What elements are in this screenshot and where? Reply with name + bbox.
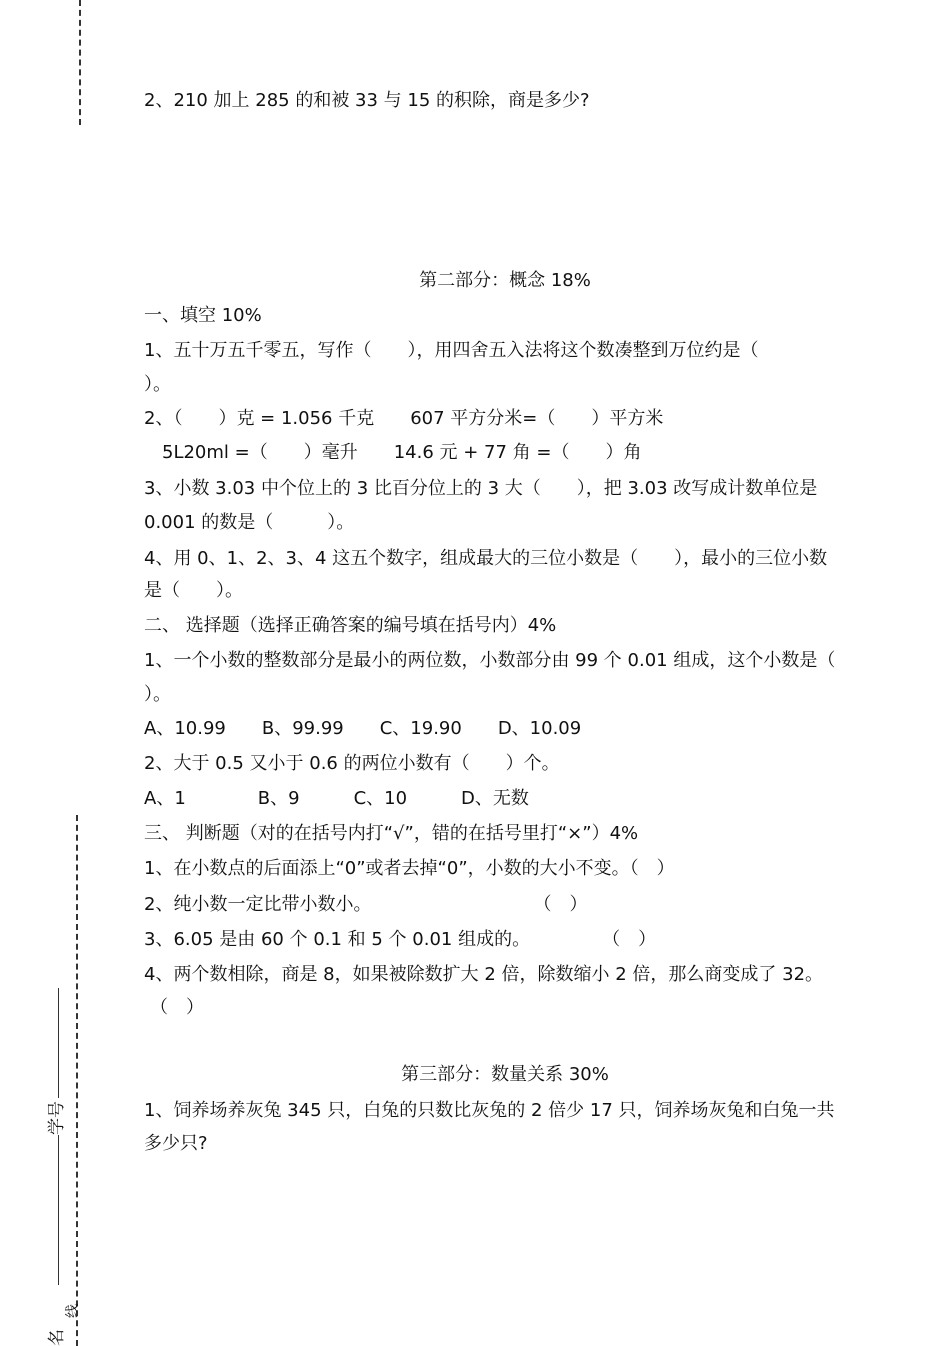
fill-q4-line2: 是（ ）。 — [144, 580, 243, 601]
word-q1-line2: 多少只? — [144, 1133, 208, 1154]
choice-heading: 二、 选择题（选择正确答案的编号填在括号内）4% — [144, 615, 557, 636]
judge-q1: 1、在小数点的后面添上“0”或者去掉“0”，小数的大小不变。（ ） — [144, 858, 675, 879]
section2-title: 第二部分：概念 18% — [419, 270, 591, 291]
q2-text: 2、210 加上 285 的和被 33 与 15 的积除，商是多少? — [144, 90, 590, 111]
fill-heading: 一、填空 10% — [144, 305, 262, 326]
judge-q4-line1: 4、两个数相除，商是 8，如果被除数扩大 2 倍，除数缩小 2 倍，那么商变成了 32。 — [144, 964, 824, 985]
fill-q4-line1: 4、用 0、1、2、3、4 这五个数字，组成最大的三位小数是（ ），最小的三位小数 — [144, 548, 828, 569]
judge-q4-line2: （ ） — [150, 997, 204, 1018]
choice-q1-line2: ）。 — [144, 684, 171, 705]
student-no-label: 学号 — [47, 1101, 67, 1135]
judge-q3: 3、6.05 是由 60 个 0.1 和 5 个 0.01 组成的。 （ ） — [144, 929, 657, 950]
judge-q2: 2、纯小数一定比带小数小。 （ ） — [144, 894, 588, 915]
section3-title: 第三部分：数量关系 30% — [401, 1064, 609, 1085]
choice-q2: 2、大于 0.5 又小于 0.6 的两位小数有（ ）个。 — [144, 753, 560, 774]
choice-q2-options: A、1 B、9 C、10 D、无数 — [144, 788, 529, 809]
judge-heading: 三、 判断题（对的在括号内打“√”，错的在括号里打“×”）4% — [144, 823, 639, 844]
name-blank — [58, 1135, 59, 1285]
choice-q1-line1: 1、一个小数的整数部分是最小的两位数，小数部分由 99 个 0.01 组成，这个小数是（ — [144, 650, 836, 671]
fill-q2-line1: 2、（ ）克 = 1.056 千克 607 平方分米=（ ）平方米 — [144, 408, 664, 429]
fill-q3-line2: 0.001 的数是（ ）。 — [144, 512, 355, 533]
fill-q3-line1: 3、小数 3.03 中个位上的 3 比百分位上的 3 大（ ），把 3.03 改写成计数单位是 — [144, 478, 818, 499]
binding-line-top — [79, 0, 81, 125]
fill-q2-line2: 5L20ml =（ ）毫升 14.6 元 + 77 角 =（ ）角 — [162, 442, 642, 463]
fill-q1-line2: ）。 — [144, 374, 171, 395]
name-label: 名 — [47, 1329, 67, 1346]
word-q1-line1: 1、饲养场养灰兔 345 只，白兔的只数比灰兔的 2 倍少 17 只，饲养场灰兔和白兔一共 — [144, 1100, 835, 1121]
fill-q1-line1: 1、五十万五千零五，写作（ ），用四舍五入法将这个数凑整到万位约是（ — [144, 340, 759, 361]
choice-q1-options: A、10.99 B、99.99 C、19.90 D、10.09 — [144, 718, 582, 739]
line-label: 线 — [65, 1304, 81, 1318]
